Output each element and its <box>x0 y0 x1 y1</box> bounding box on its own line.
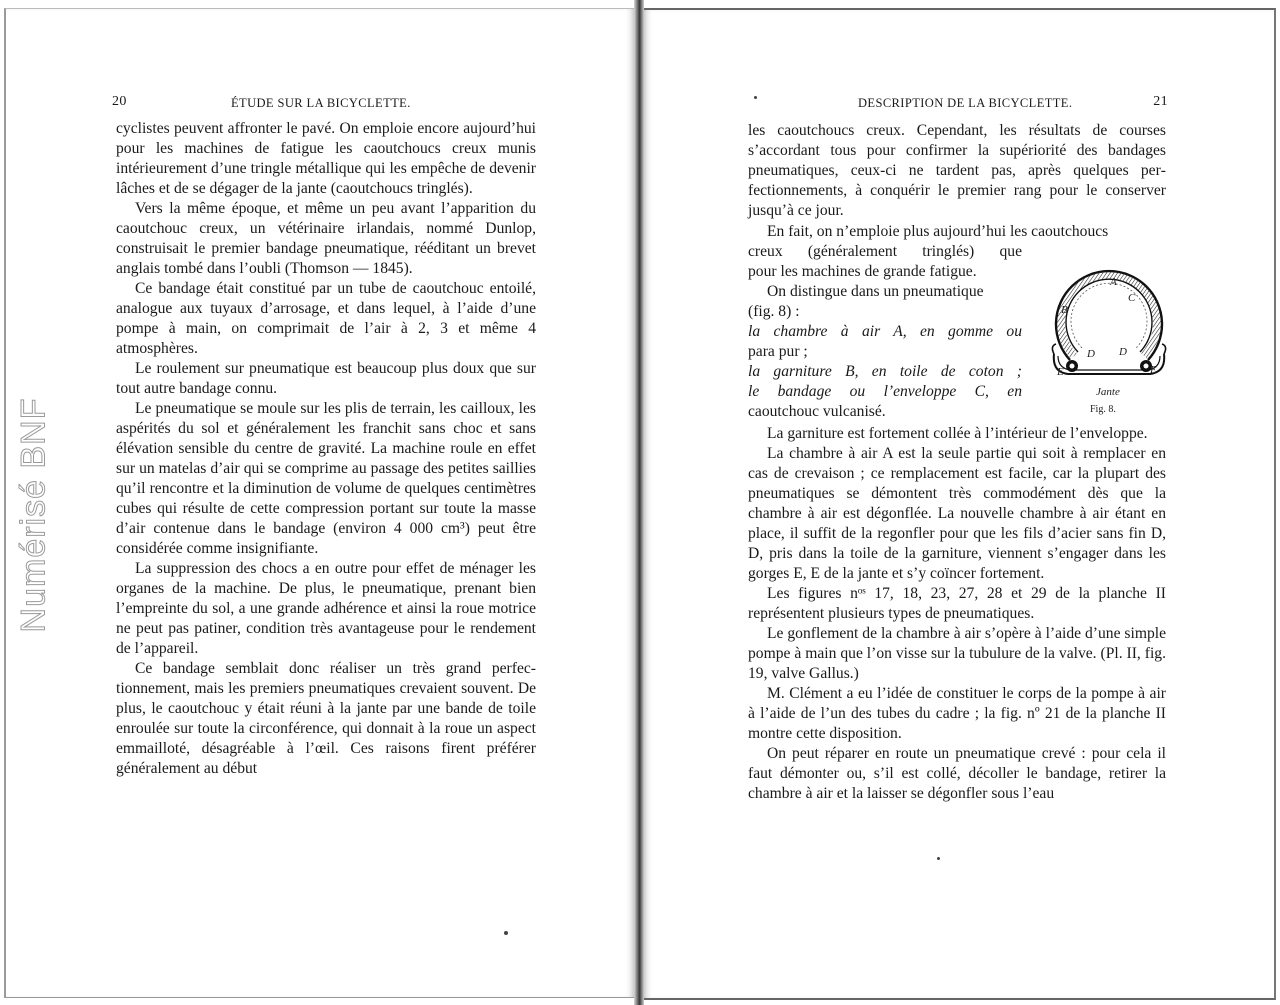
paragraph: Ce bandage semblait donc réaliser un très grand perfectionnement, mais les premiers pneumatiques crevaient souvent. De plus, le caoutchouc y était réuni à la jante par une bande de toile enroulée sur toute la circonférence, qui donnait à la roue un aspect emmailloté, désagréable à l’œil. Ces raisons firent préférer généralement au début <box>116 660 536 777</box>
book-gutter <box>634 0 644 1005</box>
fig-side-line: On distingue dans un pneumatique <box>767 283 984 300</box>
casing-outline <box>1056 271 1162 360</box>
fig-side-line: En fait, on n’emploie plus aujourd’hui les caoutchoucs <box>767 223 1109 240</box>
paragraph: Le gonflement de la chambre à air s’opère à l’aide d’une simple pompe à main que l’on visse sur la tubulure de la valve. (Pl. II, fig. 19, valve Gallus.) <box>748 625 1166 682</box>
fig-side-line: la garniture B, en toile de coton ; <box>748 363 1022 380</box>
paragraph: Le pneumatique se moule sur les plis de terrain, les cailloux, les aspérités du sol et généralement les franchit sans choc et sans élévation sensible du centre de gravité. La machine roule en effet sur un matelas d’air qui se comprime au passage des petites saillies qu’il rencontre et la diminution de volume de quelques centimètres cubes qui résulte de cette compression portant sur toute la masse d’air contenue dans le bandage (environ 4 000 cm³) peut être considérée comme insignifiante. <box>116 400 536 557</box>
paragraph: Le roulement sur pneumatique est beaucoup plus doux que sur tout autre bandage connu. <box>116 360 536 397</box>
fig-side-line: (fig. 8) : <box>748 303 800 320</box>
scan-speck <box>504 931 508 935</box>
right-page-number: 21 <box>1153 94 1168 109</box>
right-running-title: DESCRIPTION DE LA BICYCLETTE. <box>858 96 1073 110</box>
right-page-header <box>858 96 1168 112</box>
left-running-title: ÉTUDE SUR LA BICYCLETTE. <box>231 96 411 110</box>
label-B: B <box>1061 304 1068 316</box>
scan-speck <box>937 857 940 860</box>
paragraph: cyclistes peuvent affronter le pavé. On emploie encore aujourd’hui pour les machines de fatigue les caoutchoucs creux munis intérieurement d’une tringle métallique qui les empêche de devenir lâches et de se dégager de la jante (caoutchoucs tringlés). <box>116 120 536 197</box>
right-page-top-paragraph <box>748 121 1166 221</box>
left-page-number: 20 <box>112 94 127 109</box>
paragraph: Vers la même époque, et même un peu avant l’apparition du caoutchouc creux, un vétérinaire irlandais, nommé Dunlop, construisait le premier bandage pneumatique, rééditant un brevet anglais tombé dans l’oubli (Thomson — 1845). <box>116 200 536 277</box>
paragraph: M. Clément a eu l’idée de constituer le corps de la pompe à air à l’aide de l’un des tubes du cadre ; la fig. nº 21 de la planche II montre cette disposition. <box>748 685 1166 742</box>
fig-side-line: la chambre à air A, en gomme ou <box>748 323 1022 340</box>
right-page-body <box>748 424 1166 804</box>
paragraph: La suppression des chocs a en outre pour effet de ménager les organes de la machine. De plus, le pneumatique, prenant bien l’empreinte du sol, a une grande adhérence et ainsi la roue motrice ne peut pas patiner, condition très avantageuse pour le rendement de l’appareil. <box>116 560 536 657</box>
paragraph: les caoutchoucs creux. Cependant, les résultats de courses s’accordant tous pour confirmer la supériorité des bandages pneumatiques, ceux-ci ne tardent pas, après quelques perfectionnements, à conquérir le premier rang pour le conserver jusqu’à ce jour. <box>748 122 1166 219</box>
paragraph: La chambre à air A est la seule partie qui soit à remplacer en cas de crevaison ; ce remplacement est facile, car la plupart des pneumatiques se démontent très commodément dès que la chambre à air est dégonflée. La nouvelle chambre à air étant en place, il suffit de la regonfler pour que les fils d’acier sans fin D, D, pris dans la toile de la garniture, viennent s’engager dans les gorges E, E de la jante et s’y coïncer fortement. <box>748 445 1166 582</box>
left-page-body <box>116 119 536 779</box>
label-A: A <box>1110 276 1117 288</box>
label-D-right: D <box>1119 346 1127 358</box>
bnf-watermark <box>4 370 64 660</box>
fig-side-line: para pur ; <box>748 343 808 360</box>
fig-side-line: pour les machines de grande fatigue. <box>748 263 977 280</box>
fig-side-line: creux (généralement tringlés) que <box>748 243 1022 260</box>
label-C: C <box>1128 292 1136 304</box>
label-D-left: D <box>1087 348 1095 360</box>
fig-side-line: caoutchouc vulcanisé. <box>748 403 886 420</box>
label-E-right: E <box>1150 364 1157 376</box>
paragraph: Ce bandage était constitué par un tube de caoutchouc entoilé, analogue aux tuyaux d’arrosage, et dans lequel, à l’aide d’une pompe à main, on comprimait de l’air à 2, 3 et même 4 atmosphères. <box>116 280 536 357</box>
left-page-header <box>112 96 542 112</box>
label-E-left: E <box>1057 366 1064 378</box>
casing-hatch <box>1061 275 1157 356</box>
fig-side-line: le bandage ou l’enveloppe C, en <box>748 383 1022 400</box>
paragraph: Les figures nᵒˢ 17, 18, 23, 27, 28 et 29 de la planche II représentent plusieurs types de pneumatiques. <box>748 585 1166 622</box>
lining <box>1071 283 1147 348</box>
scan-speck <box>754 96 757 99</box>
paragraph: On peut réparer en route un pneumatique crevé : pour cela il faut démonter ou, s’il est collé, décoller le bandage, retirer la chambre à air et la laisser se dégonfler sous l’eau <box>748 745 1166 802</box>
paragraph: La garniture est fortement collée à l’intérieur de l’enveloppe. <box>767 425 1148 442</box>
rim-label: Jante <box>1096 386 1120 398</box>
tire-cross-section-figure <box>1040 242 1175 422</box>
figure-caption: Fig. 8. <box>1090 404 1116 415</box>
watermark-text: Numérisé BNF <box>14 397 53 633</box>
